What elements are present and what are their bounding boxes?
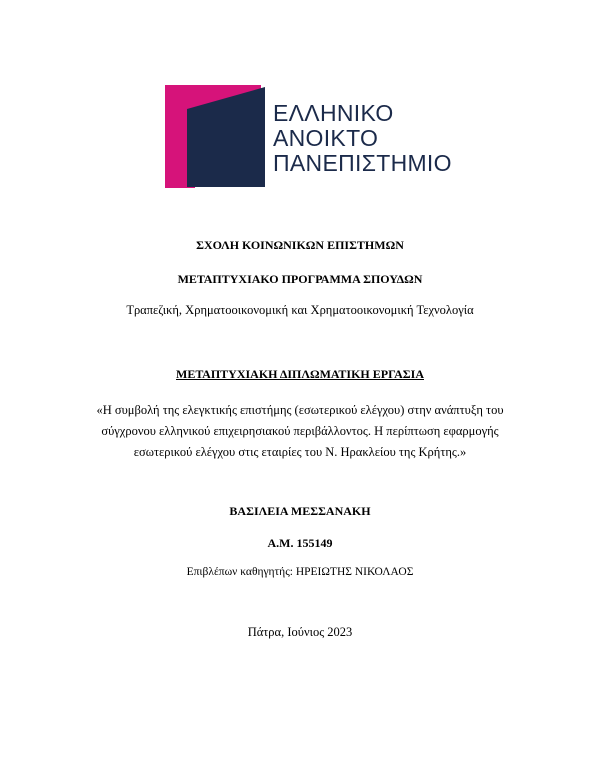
- logo-line-1: ΕΛΛΗΝΙΚΟ: [273, 100, 394, 126]
- student-id: Α.Μ. 155149: [267, 536, 333, 550]
- supervisor: Επιβλέπων καθηγητής: ΗΡΕΙΩΤΗΣ ΝΙΚΟΛΑΟΣ: [186, 566, 414, 578]
- place-date: Πάτρα, Ιούνιος 2023: [247, 625, 353, 639]
- university-logo: [165, 85, 452, 190]
- logo-mark-icon: [165, 85, 275, 190]
- thesis-title-line: σύγχρονου ελληνικού επιχειρησιακού περιβάλλοντος. Η περίπτωση εφαρμογής: [101, 424, 499, 438]
- thesis-type: ΜΕΤΑΠΤΥΧΙΑΚΗ ΔΙΠΛΩΜΑΤΙΚΗ ΕΡΓΑΣΙΑ: [176, 367, 424, 381]
- logo-line-2: ΑΝΟΙΚΤΟ: [273, 125, 379, 151]
- specialization: Τραπεζική, Χρηματοοικονομική και Χρηματοοικονομική Τεχνολογία: [126, 303, 474, 317]
- thesis-title-line: εσωτερικού ελέγχου στις εταιρίες του Ν. Ηρακλείου της Κρήτης.»: [133, 445, 467, 459]
- school-name: ΣΧΟΛΗ ΚΟΙΝΩΝΙΚΩΝ ΕΠΙΣΤΗΜΩΝ: [196, 238, 404, 252]
- author-name: ΒΑΣΙΛΕΙΑ ΜΕΣΣΑΝΑΚΗ: [229, 504, 371, 518]
- logo-wordmark: [273, 100, 452, 176]
- thesis-title: [60, 400, 540, 463]
- program-name: ΜΕΤΑΠΤΥΧΙΑΚΟ ΠΡΟΓΡΑΜΜΑ ΣΠΟΥΔΩΝ: [177, 272, 423, 286]
- thesis-title-line: «Η συμβολή της ελεγκτικής επιστήμης (εσωτερικού ελέγχου) στην ανάπτυξη του: [96, 403, 504, 417]
- logo-line-3: ΠΑΝΕΠΙΣΤΗΜΙΟ: [273, 150, 452, 176]
